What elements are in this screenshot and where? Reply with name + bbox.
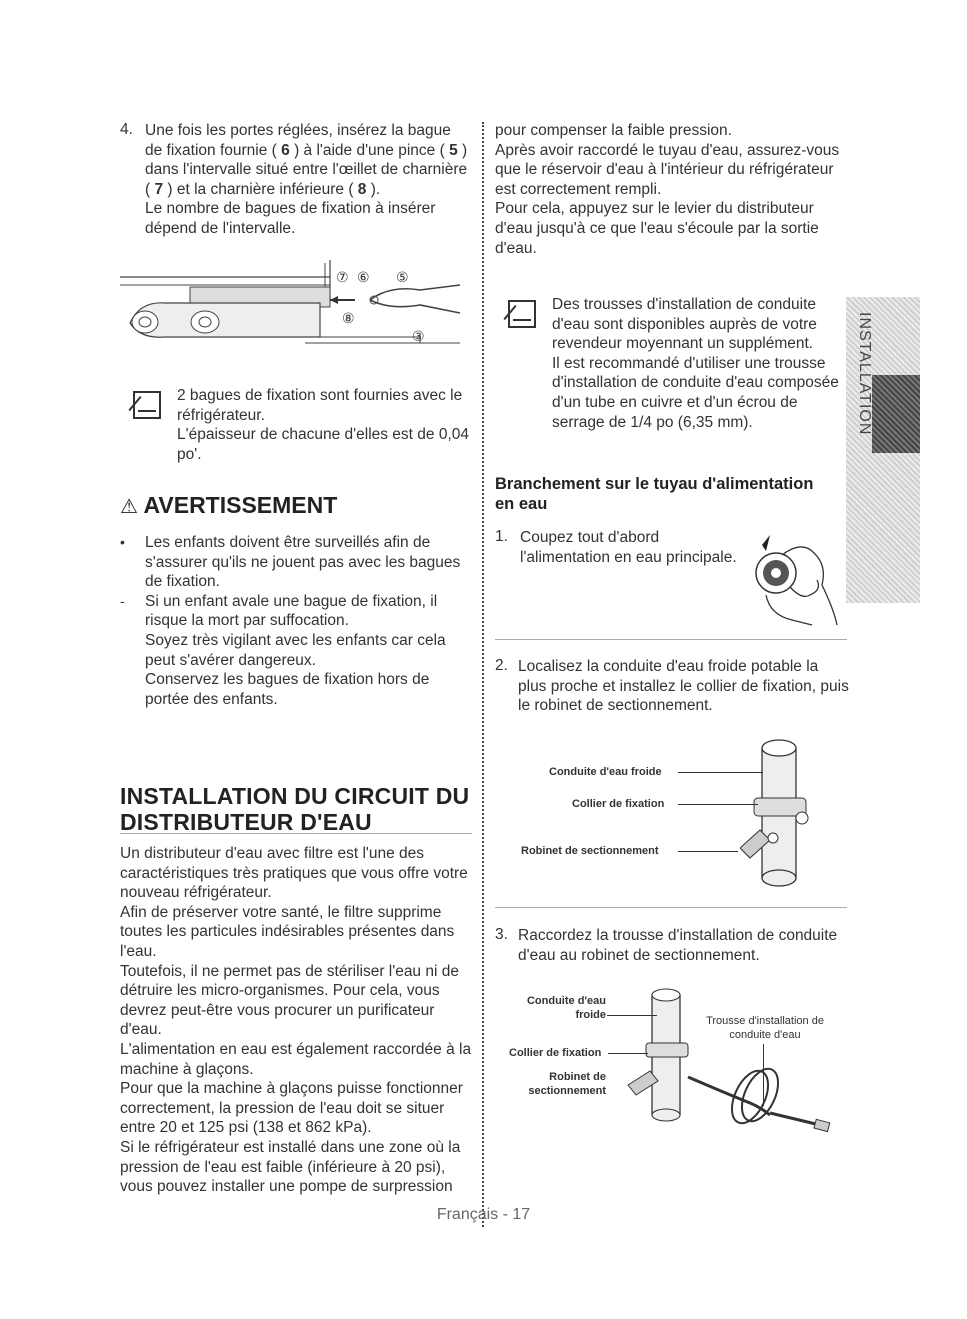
- note-line: d'installation de conduite d'eau composée: [552, 374, 839, 392]
- divider: [495, 907, 847, 908]
- right-intro: [495, 121, 845, 258]
- step-4-line: [145, 180, 480, 200]
- label-shutoff-valve: Robinet de sectionnement: [521, 845, 659, 857]
- step-3-number: 3.: [495, 926, 508, 943]
- step-4-line: dépend de l'intervalle.: [145, 219, 296, 237]
- step-1-line: l'alimentation en eau principale.: [520, 548, 737, 566]
- step-1-number: 1.: [495, 528, 508, 545]
- step-2-line: plus proche et installez le collier de fixation, puis: [518, 677, 849, 695]
- side-tab-label: INSTALLATION: [856, 312, 873, 436]
- hinge-label-6: ⑥: [357, 270, 370, 286]
- warning-line: peut s'avérer dangereux.: [145, 651, 316, 669]
- text-fragment: ).: [366, 180, 381, 198]
- step-4-line: Une fois les portes réglées, insérez la bague: [145, 122, 451, 139]
- part-number: 7: [154, 180, 164, 198]
- label-shutoff-valve: [522, 1070, 606, 1098]
- warning-line: s'assurer qu'ils ne jouent pas avec les bagues: [145, 553, 461, 571]
- body-line: Pour que la machine à glaçons puisse fonctionner: [120, 1080, 463, 1098]
- intro-line: d'eau.: [495, 239, 537, 257]
- body-line: L'alimentation en eau est également raccordée à la: [120, 1040, 472, 1058]
- valve-hand-illustration: [742, 525, 840, 630]
- hinge-illustration: [120, 255, 470, 355]
- column-divider: [482, 122, 484, 1227]
- leader-line: [608, 1053, 648, 1054]
- hinge-label-3: ③: [412, 329, 425, 345]
- text-fragment: ) et la charnière inférieure (: [163, 180, 358, 198]
- page-footer: Français - 17: [436, 1206, 531, 1223]
- note-line: d'un tube en cuivre et d'un écrou de: [552, 393, 798, 411]
- text-fragment: ) à l'aide d'une pince (: [289, 141, 450, 159]
- step-3-text: [518, 926, 853, 965]
- section-underline: [120, 833, 472, 834]
- label-line: Robinet de: [549, 1071, 606, 1083]
- body-line: nouveau réfrigérateur.: [120, 884, 272, 902]
- divider: [495, 639, 847, 640]
- leader-line: [607, 1015, 657, 1016]
- intro-line: est correctement rempli.: [495, 180, 662, 198]
- intro-line: d'eau jusqu'à ce que l'eau s'écoule par la sortie: [495, 219, 819, 237]
- warning-line: Conservez les bagues de fixation hors de: [145, 671, 430, 689]
- label-install-kit: [690, 1014, 840, 1042]
- note-line: revendeur moyennant un supplément.: [552, 335, 814, 353]
- intro-line: que le réservoir d'eau à l'intérieur du réfrigérateur: [495, 161, 834, 179]
- section-title-line: INSTALLATION DU CIRCUIT DU: [120, 783, 470, 809]
- text-fragment: de fixation fournie (: [145, 141, 282, 159]
- body-line: Toutefois, il ne permet pas de stériliser l'eau ni de: [120, 962, 459, 980]
- label-clamp: Collier de fixation: [509, 1047, 602, 1059]
- text-fragment: ): [457, 141, 468, 159]
- note-1: [177, 386, 477, 464]
- note-line: Des trousses d'installation de conduite: [552, 296, 817, 313]
- step-1-line: Coupez tout d'abord: [520, 529, 660, 546]
- text-fragment: (: [145, 180, 155, 198]
- body-line: Un distributeur d'eau avec filtre est l'une des: [120, 845, 425, 862]
- install-kit-illustration: [610, 985, 840, 1135]
- bullet-icon: •: [120, 534, 125, 550]
- dash-icon: -: [120, 593, 125, 609]
- step-4-number: 4.: [120, 121, 133, 138]
- section-body: [120, 844, 480, 1197]
- body-line: détruire les micro-organismes. Pour cela, vous: [120, 982, 440, 1000]
- warning-line: de fixation.: [145, 573, 220, 591]
- body-line: pression de l'eau est faible (inférieure à 20 psi),: [120, 1158, 446, 1176]
- label-line: froide: [575, 1009, 606, 1021]
- body-line: toutes les particules indésirables présentes dans: [120, 923, 455, 941]
- step-3-line: d'eau au robinet de sectionnement.: [518, 946, 760, 964]
- warning-line: Soyez très vigilant avec les enfants car cela: [145, 631, 446, 649]
- step-2-line: le robinet de sectionnement.: [518, 697, 713, 715]
- warning-text: [145, 533, 475, 709]
- subheading-line: Branchement sur le tuyau d'alimentation: [495, 475, 814, 493]
- step-2-text: [518, 657, 853, 716]
- note-line: Il est recommandé d'utiliser une trousse: [552, 354, 826, 372]
- label-line: Trousse d'installation de: [706, 1015, 824, 1027]
- pipe-clamp-illustration: [740, 738, 815, 890]
- label-cold-water-line: Conduite d'eau froide: [549, 766, 662, 778]
- side-tab-marker: [872, 375, 920, 453]
- warning-line: Si un enfant avale une bague de fixation, il: [145, 592, 438, 610]
- label-line: sectionnement: [528, 1085, 606, 1097]
- part-number: 8: [357, 180, 367, 198]
- subheading-line: en eau: [495, 495, 548, 513]
- intro-line: pour compenser la faible pression.: [495, 122, 732, 139]
- leader-line: [678, 804, 758, 805]
- body-line: caractéristiques très pratiques que vous offre votre: [120, 864, 468, 882]
- section-title-line: DISTRIBUTEUR D'EAU: [120, 809, 372, 835]
- step-1-text: [520, 528, 750, 567]
- intro-line: Après avoir raccordé le tuyau d'eau, assurez-vous: [495, 141, 840, 159]
- body-line: devrez peut-être vous procurer un purificateur: [120, 1001, 435, 1019]
- body-line: correctement, la pression de l'eau doit se situer: [120, 1099, 445, 1117]
- note-line: po'.: [177, 445, 202, 463]
- warning-line: portée des enfants.: [145, 690, 278, 708]
- label-cold-water-line: [522, 994, 606, 1022]
- note-icon: [133, 391, 161, 419]
- body-line: d'eau.: [120, 1021, 162, 1039]
- note-icon: [508, 300, 536, 328]
- step-4-line: dans l'intervalle situé entre l'œillet de charnière: [145, 161, 468, 179]
- label-clamp: Collier de fixation: [572, 798, 665, 810]
- label-line: conduite d'eau: [729, 1029, 801, 1041]
- hinge-label-5: ⑤: [396, 270, 409, 286]
- hinge-label-8: ⑧: [342, 311, 355, 327]
- note-line: serrage de 1/4 po (6,35 mm).: [552, 413, 753, 431]
- body-line: entre 20 et 125 psi (138 et 862 kPa).: [120, 1119, 372, 1137]
- intro-line: Pour cela, appuyez sur le levier du distributeur: [495, 200, 814, 218]
- warning-line: risque la mort par suffocation.: [145, 612, 349, 630]
- step-4-text: [145, 121, 480, 239]
- warning-line: Les enfants doivent être surveillés afin de: [145, 534, 431, 551]
- step-4-line: [145, 141, 480, 161]
- warning-title: AVERTISSEMENT: [143, 492, 338, 518]
- body-line: Si le réfrigérateur est installé dans une zone où la: [120, 1138, 461, 1156]
- section-title: [120, 783, 469, 835]
- note-line: L'épaisseur de chacune d'elles est de 0,04: [177, 426, 470, 444]
- subheading: [495, 474, 813, 514]
- note-line: réfrigérateur.: [177, 406, 265, 424]
- note-line: 2 bagues de fixation sont fournies avec le: [177, 387, 463, 404]
- step-4-line: Le nombre de bagues de fixation à insérer: [145, 200, 436, 218]
- body-line: Afin de préserver votre santé, le filtre supprime: [120, 903, 442, 921]
- step-3-line: Raccordez la trousse d'installation de conduite: [518, 927, 838, 944]
- label-line: Conduite d'eau: [526, 995, 606, 1007]
- leader-line: [678, 851, 738, 852]
- body-line: l'eau.: [120, 942, 157, 960]
- step-2-number: 2.: [495, 657, 508, 674]
- leader-line: [763, 1044, 764, 1106]
- warning-heading: [120, 492, 337, 519]
- part-number: 5: [449, 141, 458, 159]
- step-2-line: Localisez la conduite d'eau froide potable la: [518, 658, 819, 675]
- part-number: 6: [281, 141, 290, 159]
- hinge-label-7: ⑦: [336, 270, 349, 286]
- body-line: machine à glaçons.: [120, 1060, 254, 1078]
- body-line: vous pouvez installer une pompe de surpression: [120, 1178, 453, 1196]
- note-line: d'eau sont disponibles auprès de votre: [552, 315, 817, 333]
- note-2: [552, 295, 847, 432]
- warning-icon: ⚠: [120, 494, 138, 518]
- leader-line: [678, 772, 763, 773]
